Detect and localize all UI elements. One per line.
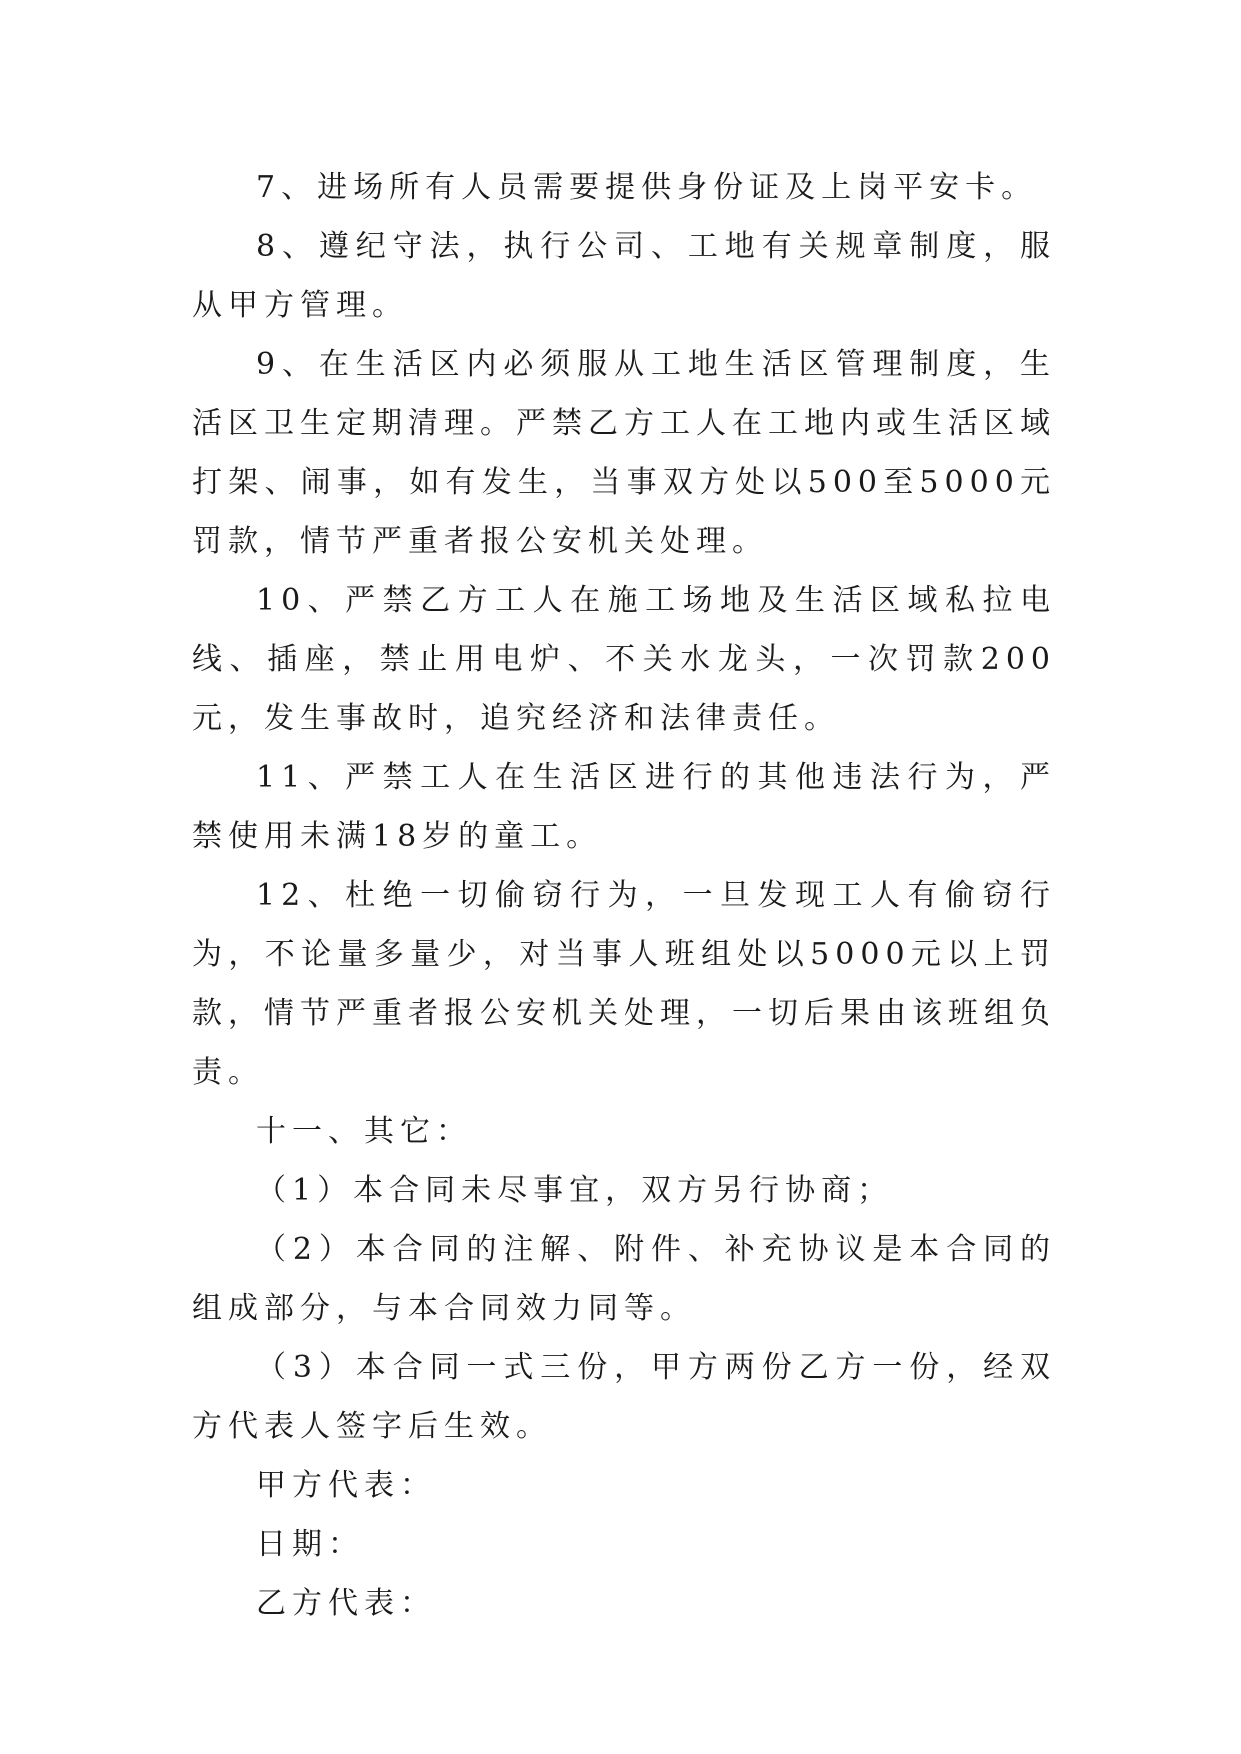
clause-12: 12、杜绝一切偷窃行为，一旦发现工人有偷窃行为，不论量多量少，对当事人班组处以5000元以上罚款，情节严重者报公安机关处理，一切后果由该班组负责。	[192, 878, 1056, 1090]
clause-9: 9、在生活区内必须服从工地生活区管理制度，生活区卫生定期清理。严禁乙方工人在工地内或生活区域打架、闹事，如有发生，当事双方处以500至5000元罚款，情节严重者报公安机关处理。	[192, 347, 1056, 559]
other-item-2: （2）本合同的注解、附件、补充协议是本合同的组成部分，与本合同效力同等。	[192, 1232, 1056, 1326]
clause-10: 10、严禁乙方工人在施工场地及生活区域私拉电线、插座，禁止用电炉、不关水龙头，一次罚款200元，发生事故时，追究经济和法律责任。	[192, 583, 1056, 736]
party-b-signature-label: 乙方代表：	[256, 1586, 436, 1621]
date-label: 日期：	[256, 1527, 364, 1562]
party-a-signature-label: 甲方代表：	[256, 1468, 436, 1503]
other-item-3: （3）本合同一式三份，甲方两份乙方一份，经双方代表人签字后生效。	[192, 1350, 1056, 1444]
clause-7: 7、进场所有人员需要提供身份证及上岗平安卡。	[256, 170, 1038, 205]
clause-11: 11、严禁工人在生活区进行的其他违法行为，严禁使用未满18岁的童工。	[192, 760, 1056, 854]
other-item-1: （1）本合同未尽事宜，双方另行协商；	[256, 1173, 894, 1208]
clause-8: 8、遵纪守法，执行公司、工地有关规章制度，服从甲方管理。	[192, 229, 1056, 323]
section-other-heading: 十一、其它：	[256, 1114, 472, 1149]
document-body	[192, 158, 1056, 1633]
